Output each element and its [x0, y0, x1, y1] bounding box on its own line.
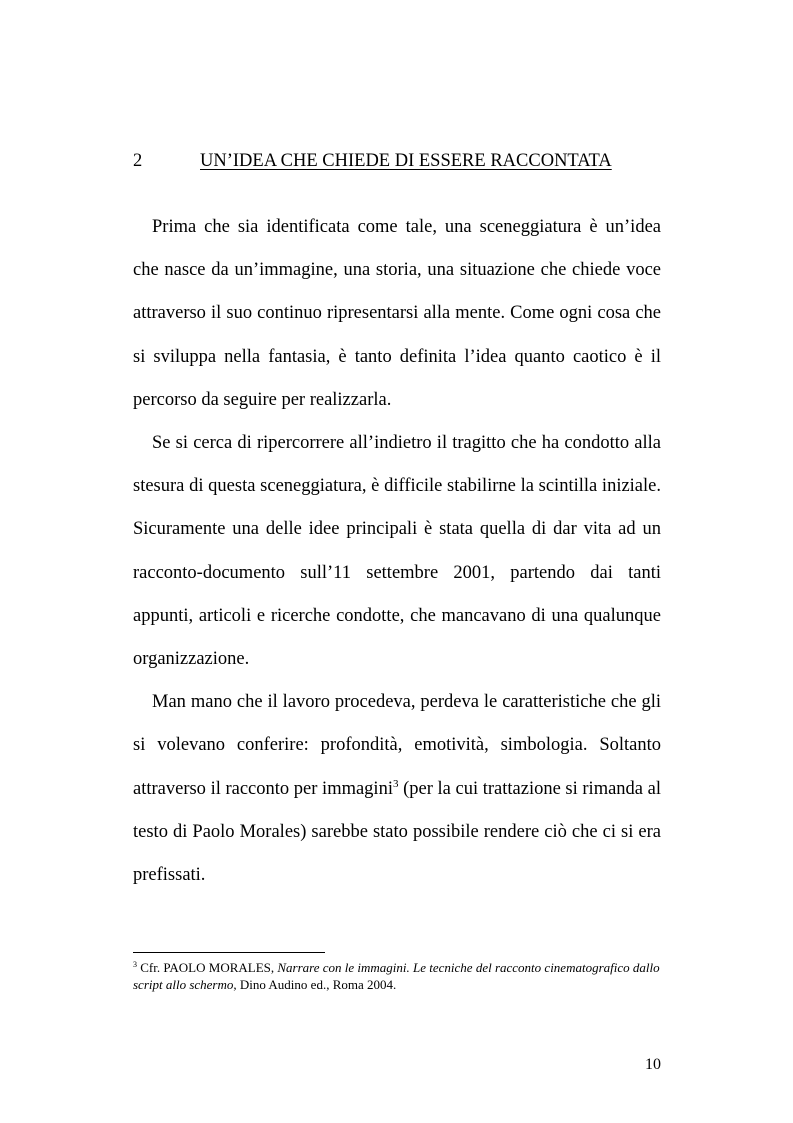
- chapter-number: 2: [133, 151, 143, 171]
- paragraph-1: Prima che sia identificata come tale, una sceneggiatura è un’idea che nasce da un’immagine, una storia, una situazione che chiede voce attraverso il suo continuo ripresentarsi alla mente. Come ogni cosa che si sviluppa nella fantasia, è tanto definita l’idea quanto caotico è il percorso da seguire per realizzarla.: [133, 217, 661, 410]
- footnote-book-title: Narrare con le immagini. Le tecniche del racconto cinematografico dallo script allo schermo: [133, 960, 660, 992]
- paragraph-3-text-after-note: (per la cui trattazione si rimanda al testo di Paolo Morales) sarebbe stato possibile rendere ciò che ci si era prefissati.: [133, 778, 661, 886]
- page-number: 10: [645, 1056, 661, 1073]
- footnote-prefix: Cfr. PAOLO MORALES,: [137, 960, 278, 975]
- chapter-title: UN’IDEA CHE CHIEDE DI ESSERE RACCONTATA: [200, 151, 612, 171]
- paragraph-3-text-before-note: Man mano che il lavoro procedeva, perdeva le caratteristiche che gli si volevano conferire: profondità, emotività, simbologia. Soltanto attraverso il racconto per immagini: [133, 692, 661, 799]
- footnote: [133, 959, 661, 993]
- footnote-marker: 3: [133, 960, 137, 969]
- footnote-reference[interactable]: 3: [392, 777, 399, 790]
- body-text: [133, 206, 661, 897]
- paragraph-3: [133, 681, 661, 897]
- chapter-heading: [133, 148, 623, 174]
- paragraph-2: Se si cerca di ripercorrere all’indietro il tragitto che ha condotto alla stesura di questa sceneggiatura, è difficile stabilirne la scintilla iniziale. Sicuramente una delle idee principali è stata quella di dar vita ad un racconto-documento sull’11 settembre 2001, partendo dai tanti appunti, articoli e ricerche condotte, che mancavano di una qualunque organizzazione.: [133, 433, 661, 670]
- footnote-publisher: , Dino Audino ed., Roma 2004.: [233, 977, 397, 992]
- footnote-separator: [133, 952, 325, 953]
